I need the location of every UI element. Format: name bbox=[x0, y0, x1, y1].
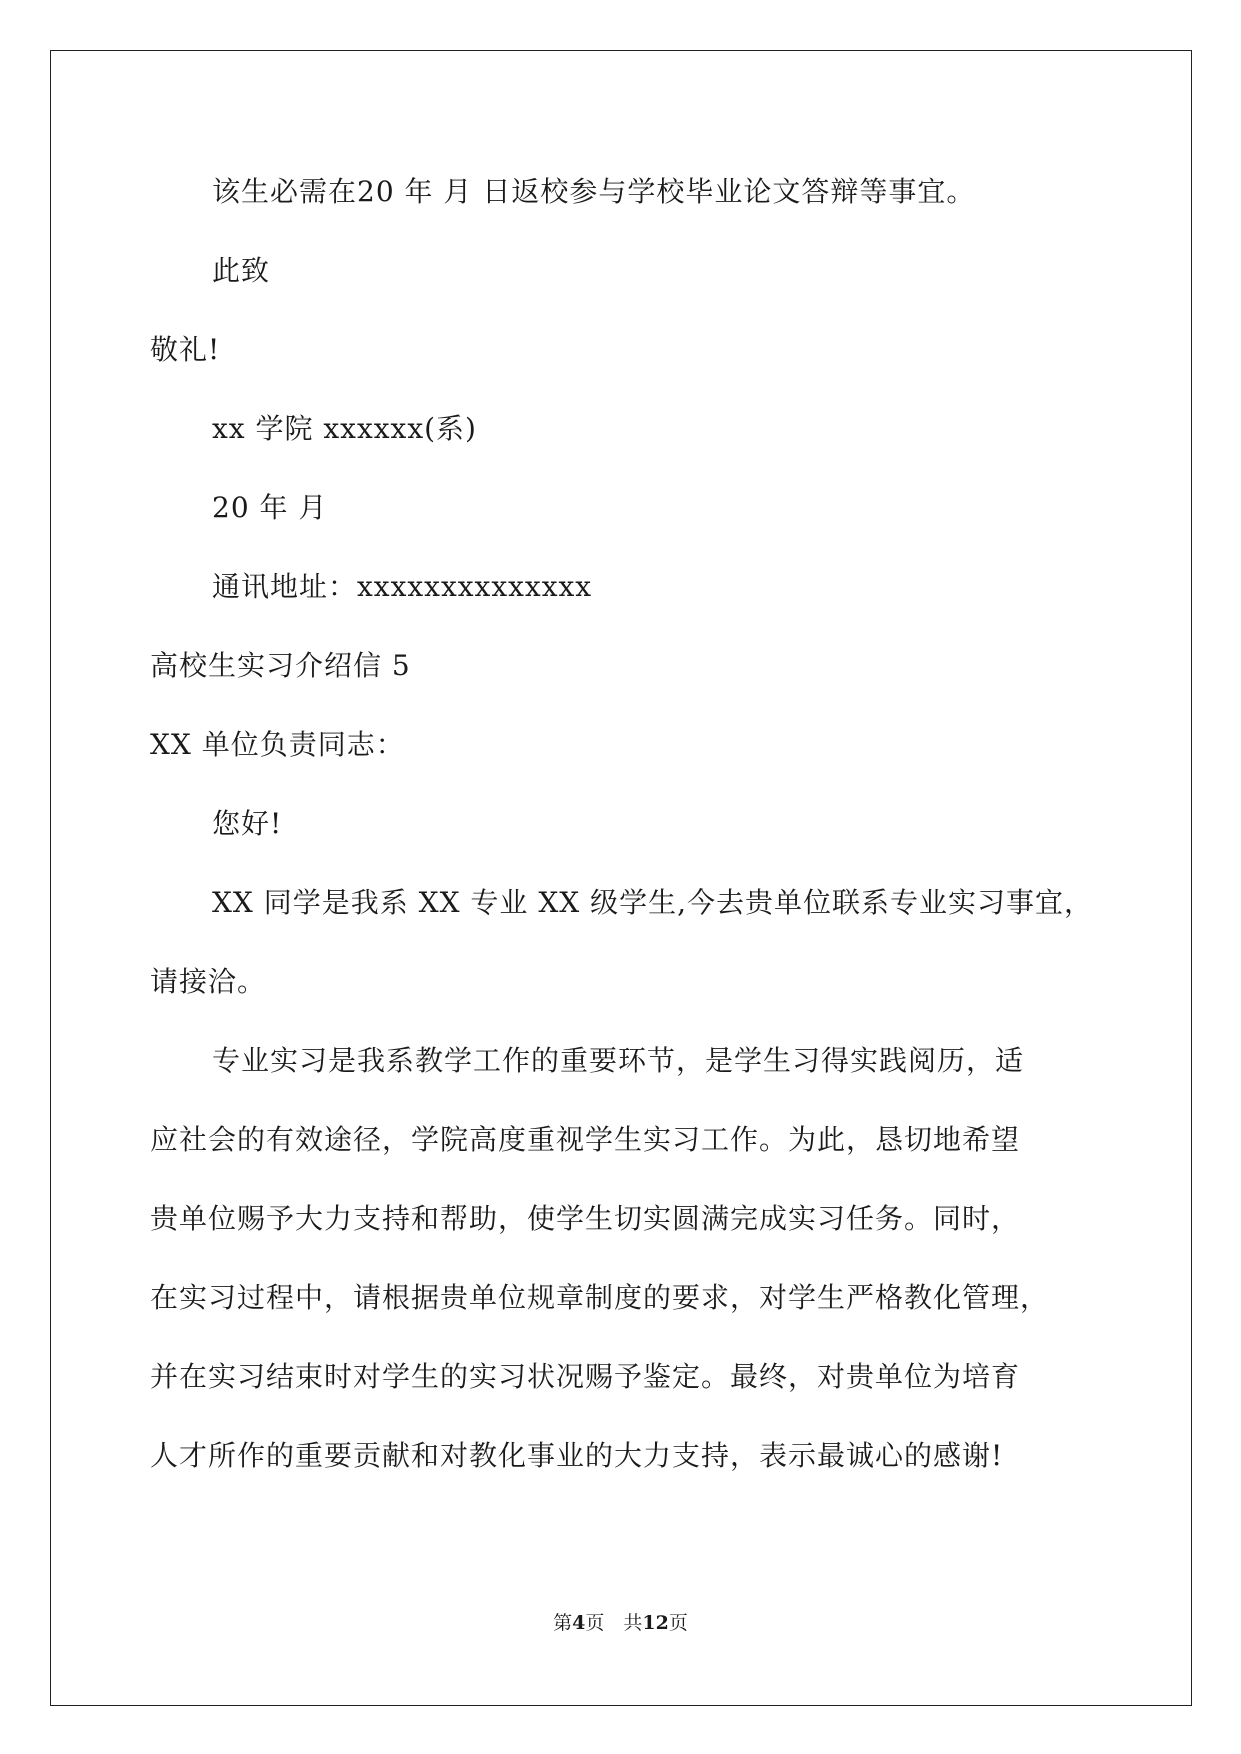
footer-suffix: 页 bbox=[668, 1612, 688, 1634]
paragraph-body-line-2: 应社会的有效途径，学院高度重视学生实习工作。为此，恳切地希望 bbox=[150, 1123, 1021, 1156]
section-heading: 高校生实习介绍信 5 bbox=[150, 649, 411, 682]
salutation-cizhi: 此致 bbox=[212, 254, 271, 287]
footer-middle: 页 共 bbox=[585, 1612, 643, 1634]
paragraph-intro-line-2: 请接洽。 bbox=[150, 965, 267, 998]
footer-total-pages: 12 bbox=[642, 1612, 669, 1634]
paragraph-body-line-3: 贵单位赐予大力支持和帮助，使学生切实圆满完成实习任务。同时， bbox=[150, 1202, 1021, 1235]
salutation-jingli: 敬礼! bbox=[150, 333, 221, 366]
paragraph-body-line-6: 人才所作的重要贡献和对教化事业的大力支持，表示最诚心的感谢! bbox=[150, 1439, 1004, 1472]
footer-prefix: 第 bbox=[553, 1612, 573, 1634]
addressee: XX 单位负责同志： bbox=[150, 728, 405, 761]
paragraph-body-line-5: 并在实习结束时对学生的实习状况赐予鉴定。最终，对贵单位为培育 bbox=[150, 1360, 1021, 1393]
signature-address: 通讯地址：xxxxxxxxxxxxxx bbox=[212, 570, 593, 603]
page-footer bbox=[0, 1611, 1241, 1635]
paragraph-body-line-4: 在实习过程中，请根据贵单位规章制度的要求，对学生严格教化管理， bbox=[150, 1281, 1050, 1314]
paragraph-return-date: 该生必需在20 年 月 日返校参与学校毕业论文答辩等事宜。 bbox=[212, 175, 976, 208]
footer-current-page: 4 bbox=[572, 1612, 586, 1634]
paragraph-intro-line-1: XX 同学是我系 XX 专业 XX 级学生,今去贵单位联系专业实习事宜， bbox=[212, 886, 1094, 919]
paragraph-body-line-1: 专业实习是我系教学工作的重要环节，是学生习得实践阅历，适 bbox=[212, 1044, 1025, 1077]
greeting: 您好! bbox=[212, 807, 283, 840]
signature-college: xx 学院 xxxxxx(系) bbox=[212, 412, 477, 445]
signature-date: 20 年 月 bbox=[212, 491, 328, 524]
